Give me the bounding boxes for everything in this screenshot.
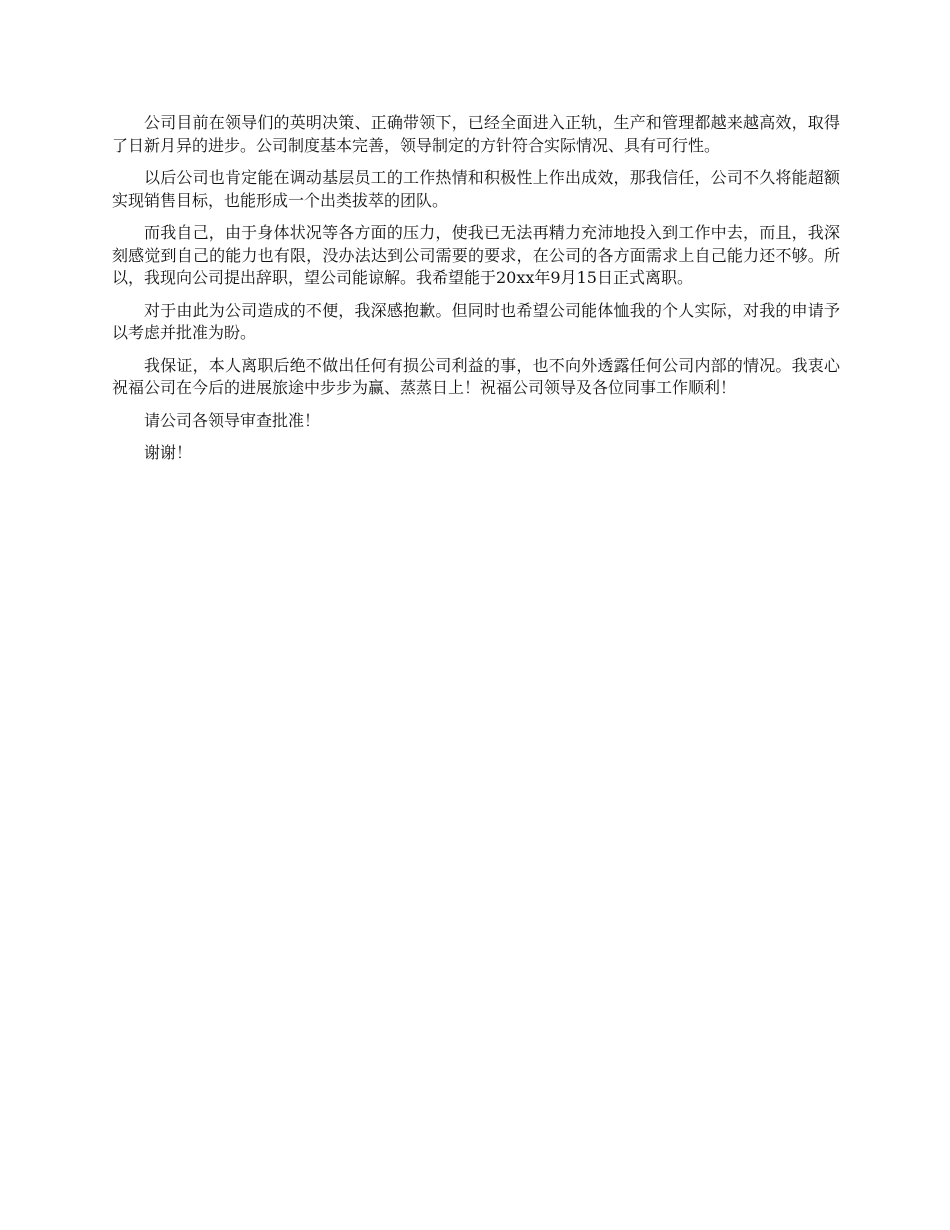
paragraph-guarantee: 我保证，本人离职后绝不做出任何有损公司利益的事，也不向外透露任何公司内部的情况。我衷心祝福公司在今后的进展旅途中步步为赢、蒸蒸日上！祝福公司领导及各位同事工作顺利！	[112, 355, 840, 397]
paragraph-apology: 对于由此为公司造成的不便，我深感抱歉。但同时也希望公司能体恤我的个人实际，对我的申请予以考虑并批准为盼。	[112, 300, 840, 342]
paragraph-company-status: 公司目前在领导们的英明决策、正确带领下，已经全面进入正轨，生产和管理都越来越高效，取得了日新月异的进步。公司制度基本完善，领导制定的方针符合实际情况、具有可行性。	[112, 113, 840, 155]
paragraph-request-approval: 请公司各领导审查批准！	[144, 410, 321, 430]
paragraph-resignation-reason: 而我自己，由于身体状况等各方面的压力，使我已无法再精力充沛地投入到工作中去，而且，我深刻感觉到自己的能力也有限，没办法达到公司需要的要求，在公司的各方面需求上自己能力还不够。所以，我现向公司提出辞职，望公司能谅解。我希望能于20xx年9月15日正式离职。	[112, 223, 840, 287]
paragraph-thanks: 谢谢！	[144, 443, 193, 462]
paragraph-company-future: 以后公司也肯定能在调动基层员工的工作热情和积极性上作出成效，那我信任，公司不久将能超额实现销售目标，也能形成一个出类拔萃的团队。	[112, 168, 840, 210]
letter-body	[112, 112, 840, 475]
